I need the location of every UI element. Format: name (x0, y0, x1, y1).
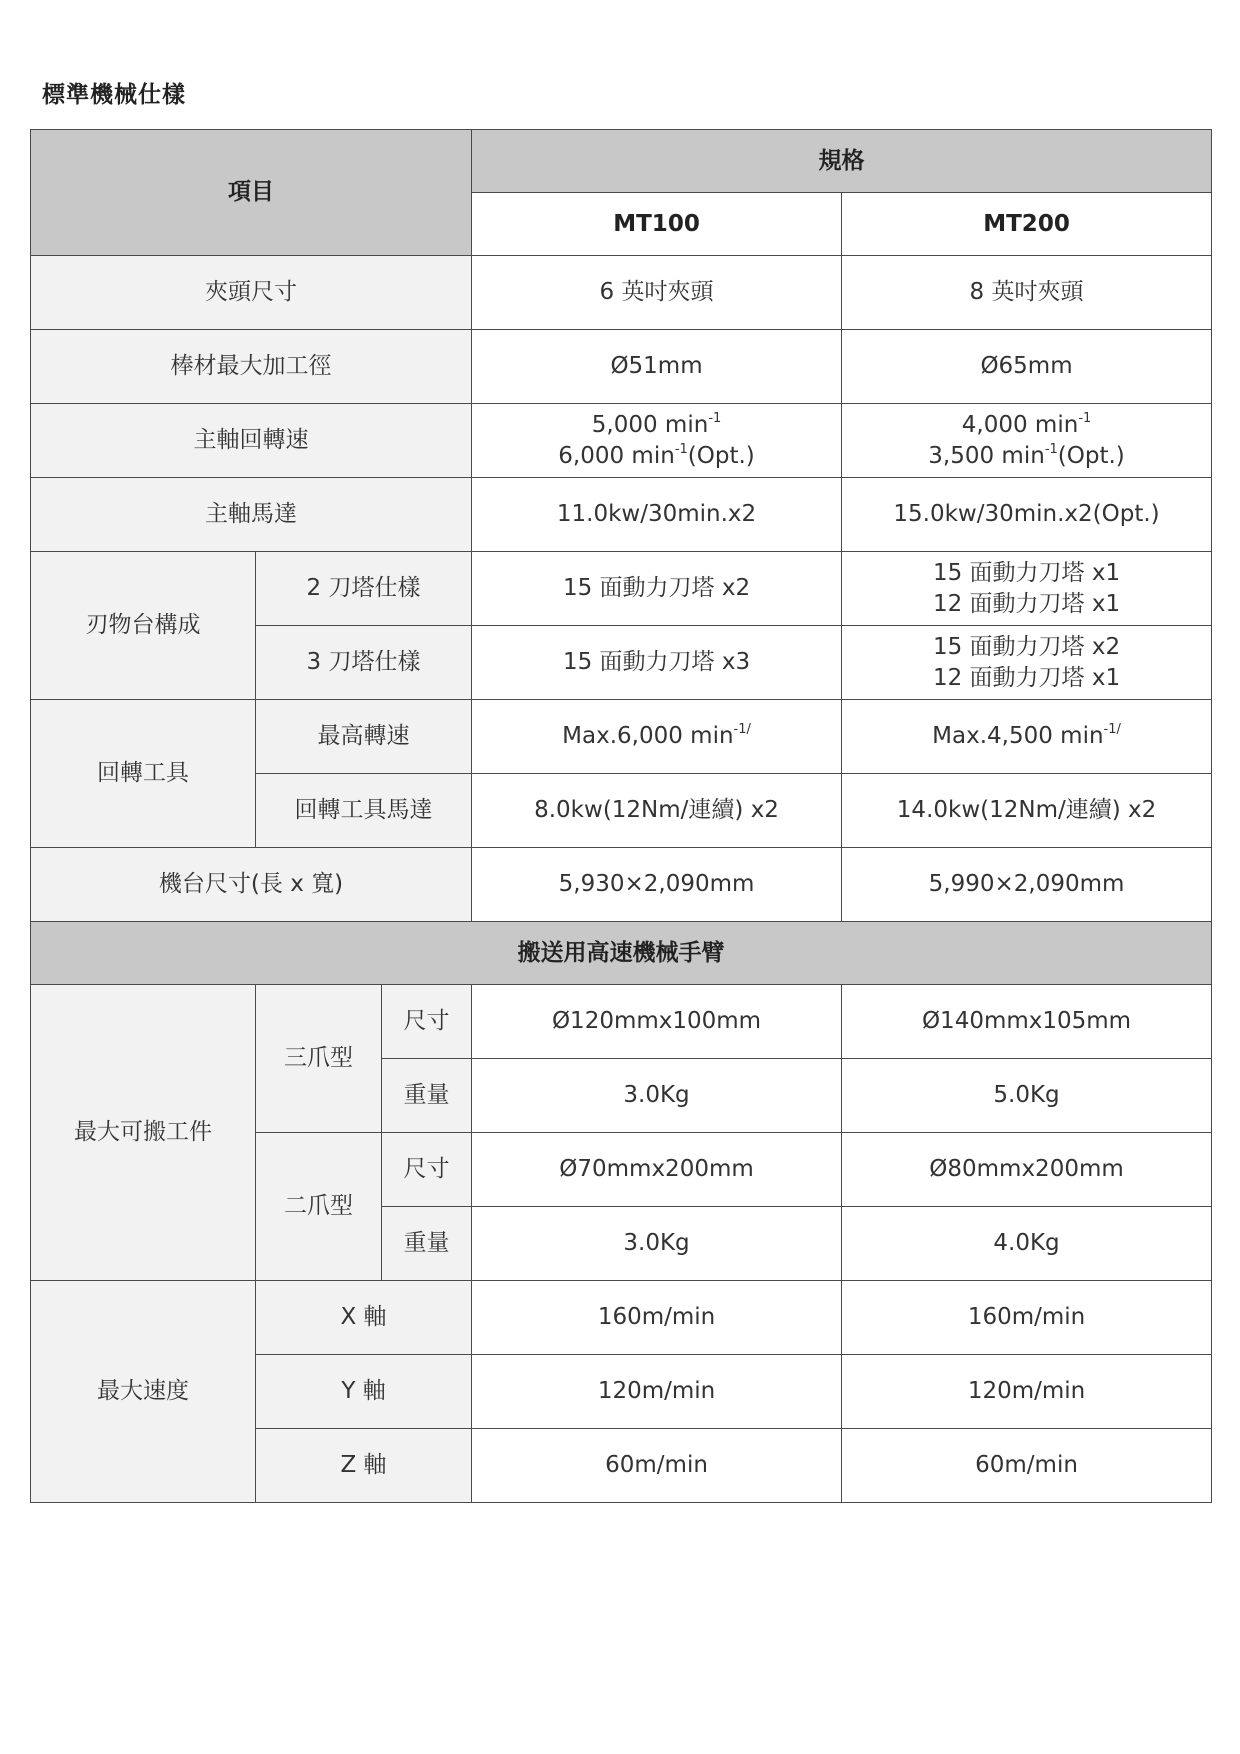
two-jaw-weight-label: 重量 (382, 1207, 472, 1281)
table-row (31, 256, 1212, 330)
spindle-speed-mt200-line1: 4,000 $\min^{-1}$ (961, 410, 1092, 438)
max-speed-label: 最大速度 (31, 1281, 256, 1503)
y-axis-label: Y 軸 (256, 1355, 472, 1429)
two-jaw-size-mt200: Ø80mmx200mm (842, 1133, 1212, 1207)
spindle-speed-mt100 (472, 404, 842, 478)
table-row (31, 1281, 1212, 1355)
turret-2-mt100: 15 面動力刀塔 x2 (472, 552, 842, 626)
max-workpiece-label: 最大可搬工件 (31, 985, 256, 1281)
two-jaw-weight-mt100: 3.0Kg (472, 1207, 842, 1281)
model-mt100-header: MT100 (472, 193, 842, 256)
turret-group-label: 刃物台構成 (31, 552, 256, 700)
three-jaw-size-label: 尺寸 (382, 985, 472, 1059)
spindle-motor-mt100: 11.0kw/30min.x2 (472, 478, 842, 552)
bar-diameter-mt100: Ø51mm (472, 330, 842, 404)
turret-3-mt200: 15 面動力刀塔 x2 12 面動力刀塔 x1 (842, 626, 1212, 700)
y-axis-mt200: 120m/min (842, 1355, 1212, 1429)
spindle-speed-mt100-line2: 6,000 $\min^{-1}(Opt.)$ (558, 441, 755, 469)
table-row (31, 478, 1212, 552)
rotary-max-speed-label: 最高轉速 (256, 700, 472, 774)
turret-2-label: 2 刀塔仕樣 (256, 552, 472, 626)
rotary-motor-mt100: 8.0kw(12Nm/連續) x2 (472, 774, 842, 848)
table-row (31, 404, 1212, 478)
model-mt200-header: MT200 (842, 193, 1212, 256)
chuck-size-label: 夾頭尺寸 (31, 256, 472, 330)
rotary-motor-label: 回轉工具馬達 (256, 774, 472, 848)
three-jaw-label: 三爪型 (256, 985, 382, 1133)
two-jaw-size-mt100: Ø70mmx200mm (472, 1133, 842, 1207)
turret-2-mt200: 15 面動力刀塔 x1 12 面動力刀塔 x1 (842, 552, 1212, 626)
spec-header: 規格 (472, 130, 1212, 193)
turret-3-label: 3 刀塔仕樣 (256, 626, 472, 700)
three-jaw-size-mt200: Ø140mmx105mm (842, 985, 1212, 1059)
turret-3-mt100: 15 面動力刀塔 x3 (472, 626, 842, 700)
spindle-motor-mt200: 15.0kw/30min.x2(Opt.) (842, 478, 1212, 552)
bar-diameter-mt200: Ø65mm (842, 330, 1212, 404)
chuck-size-mt200: 8 英吋夾頭 (842, 256, 1212, 330)
spindle-speed-mt100-line1: 5,000 $\min^{-1}$ (591, 410, 722, 438)
table-row (31, 552, 1212, 626)
table-row (31, 330, 1212, 404)
item-header: 項目 (31, 130, 472, 256)
two-jaw-label: 二爪型 (256, 1133, 382, 1281)
rotary-max-speed-mt100: Max.6,000 $\min^{-1/}$ (472, 700, 842, 774)
x-axis-label: X 軸 (256, 1281, 472, 1355)
chuck-size-mt100: 6 英吋夾頭 (472, 256, 842, 330)
rotary-max-speed-mt200: Max.4,500 $\min^{-1/}$ (842, 700, 1212, 774)
table-row (31, 848, 1212, 922)
spindle-motor-label: 主軸馬達 (31, 478, 472, 552)
z-axis-label: Z 軸 (256, 1429, 472, 1503)
spindle-speed-label: 主軸回轉速 (31, 404, 472, 478)
three-jaw-weight-mt200: 5.0Kg (842, 1059, 1212, 1133)
table-row (31, 985, 1212, 1059)
table-row (31, 700, 1212, 774)
header-row (31, 130, 1212, 193)
three-jaw-weight-label: 重量 (382, 1059, 472, 1133)
three-jaw-weight-mt100: 3.0Kg (472, 1059, 842, 1133)
two-jaw-weight-mt200: 4.0Kg (842, 1207, 1212, 1281)
x-axis-mt200: 160m/min (842, 1281, 1212, 1355)
robot-section-title: 搬送用高速機械手臂 (31, 922, 1212, 985)
z-axis-mt100: 60m/min (472, 1429, 842, 1503)
y-axis-mt100: 120m/min (472, 1355, 842, 1429)
two-jaw-size-label: 尺寸 (382, 1133, 472, 1207)
machine-size-label: 機台尺寸(長 x 寬) (31, 848, 472, 922)
z-axis-mt200: 60m/min (842, 1429, 1212, 1503)
bar-diameter-label: 棒材最大加工徑 (31, 330, 472, 404)
page-title: 標準機械仕樣 (42, 82, 186, 108)
machine-size-mt100: 5,930×2,090mm (472, 848, 842, 922)
spindle-speed-mt200 (842, 404, 1212, 478)
rotary-motor-mt200: 14.0kw(12Nm/連續) x2 (842, 774, 1212, 848)
rotary-tool-group-label: 回轉工具 (31, 700, 256, 848)
three-jaw-size-mt100: Ø120mmx100mm (472, 985, 842, 1059)
spec-table (30, 129, 1212, 1503)
section-header-row (31, 922, 1212, 985)
machine-size-mt200: 5,990×2,090mm (842, 848, 1212, 922)
spindle-speed-mt200-line2: 3,500 $\min^{-1}(Opt.)$ (928, 441, 1125, 469)
x-axis-mt100: 160m/min (472, 1281, 842, 1355)
